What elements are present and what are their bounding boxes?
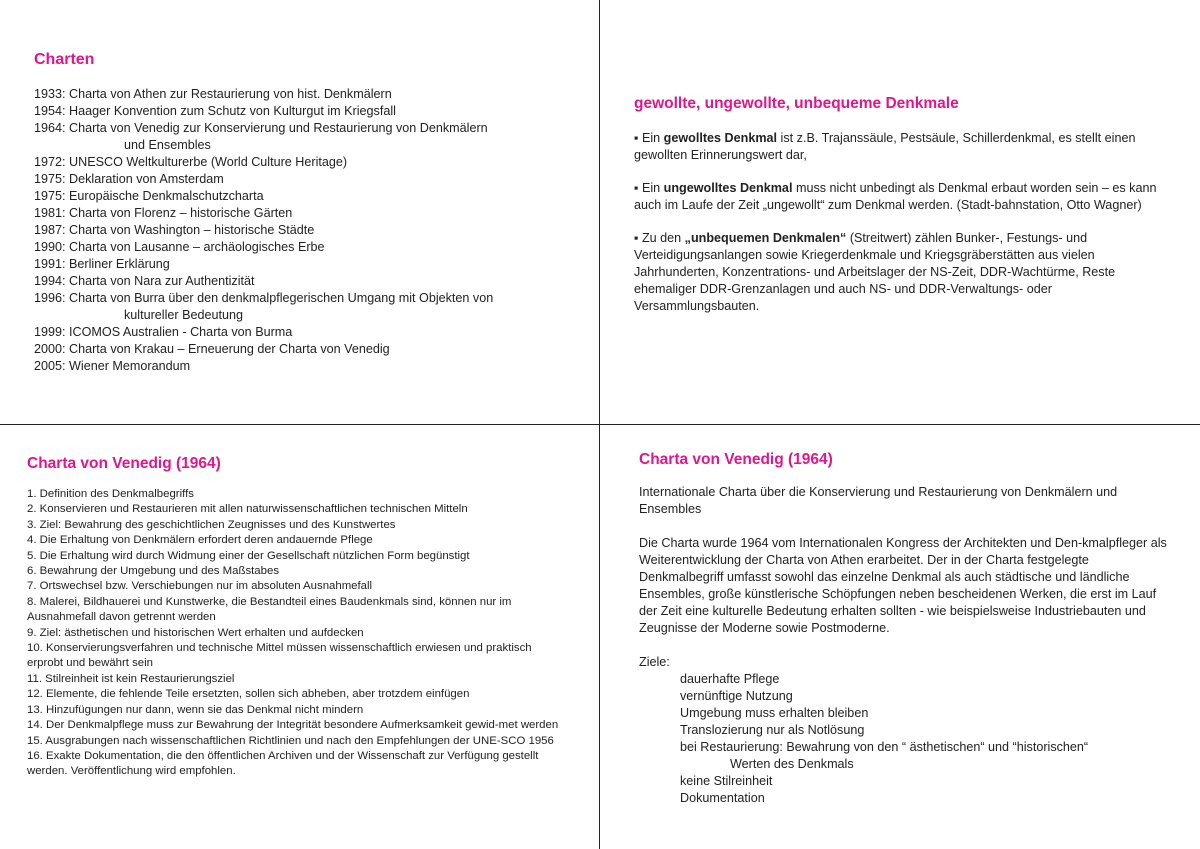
- paragraph-unwanted: [634, 180, 1164, 214]
- list-item-continuation: [639, 756, 1169, 773]
- paragraph-uncomfortable: [634, 230, 1164, 315]
- list-item: 2005: Wiener Memorandum: [34, 359, 191, 373]
- paragraph-text: muss nicht unbedingt als Denkmal erbaut worden sein – es kann auch im Laufe der Zeit „ungewollt“ zum Denkmal werden. (Stadt-bahnstation, Otto Wagner): [634, 181, 1157, 212]
- bold-term: gewolltes Denkmal: [663, 131, 778, 145]
- bullet-text: ▪ Ein: [634, 181, 664, 195]
- monument-types-panel: [634, 94, 1164, 331]
- list-item: Translozierung nur als Notlösung: [680, 723, 865, 737]
- list-item-continuation: [34, 137, 594, 154]
- list-item: 1981: Charta von Florenz – historische Gärten: [34, 206, 293, 220]
- venice-charter-points-title: Charta von Venedig (1964): [27, 455, 221, 472]
- list-item: Dokumentation: [680, 791, 765, 805]
- list-item: 1999: ICOMOS Australien - Charta von Burma: [34, 325, 293, 339]
- list-item: 1975: Deklaration von Amsterdam: [34, 172, 224, 186]
- venice-charter-points-panel: [27, 454, 567, 780]
- bold-term: „unbequemen Denkmalen“: [684, 231, 847, 245]
- list-item-text: Werten des Denkmals: [730, 757, 854, 771]
- list-item-text: und Ensembles: [124, 138, 211, 152]
- list-item: 1954: Haager Konvention zum Schutz von Kulturgut im Kriegsfall: [34, 104, 396, 118]
- charters-list: [34, 86, 594, 375]
- monument-types-title: gewollte, ungewollte, unbequeme Denkmale: [634, 95, 959, 112]
- venice-charter-summary-panel: [639, 450, 1169, 807]
- list-item: 1991: Berliner Erklärung: [34, 257, 170, 271]
- bullet-text: ▪ Zu den: [634, 231, 685, 245]
- list-item: 14. Der Denkmalpflege muss zur Bewahrung der Integrität besondere Aufmerksamkeit gewid-met werden: [27, 719, 559, 732]
- list-item: 1933: Charta von Athen zur Restaurierung von hist. Denkmälern: [34, 87, 392, 101]
- goals-list: [639, 671, 1169, 807]
- charters-title: Charten: [34, 51, 95, 68]
- charters-panel: [34, 50, 594, 375]
- list-item: vernünftige Nutzung: [680, 689, 793, 703]
- list-item: 1987: Charta von Washington – historische Städte: [34, 223, 315, 237]
- list-item: 1994: Charta von Nara zur Authentizität: [34, 274, 255, 288]
- list-item: 1964: Charta von Venedig zur Konservierung und Restaurierung von Denkmälern: [34, 121, 488, 135]
- list-item-text: kultureller Bedeutung: [124, 308, 244, 322]
- list-item: 11. Stilreinheit ist kein Restaurierungsziel: [27, 672, 235, 685]
- list-item: 2000: Charta von Krakau – Erneuerung der Charta von Venedig: [34, 342, 390, 356]
- list-item: 1975: Europäische Denkmalschutzcharta: [34, 189, 264, 203]
- list-item: 10. Konservierungsverfahren und technische Mittel müssen wissenschaftlich erwiesen und praktisch erprobt und bewährt sein: [27, 642, 532, 670]
- list-item: 9. Ziel: ästhetischen und historischen Wert erhalten und aufdecken: [27, 626, 364, 639]
- list-item: 8. Malerei, Bildhauerei und Kunstwerke, die Bestandteil eines Baudenkmals sind, können nur im Ausnahmefall davon getrennt werden: [27, 595, 512, 624]
- bold-term: ungewolltes Denkmal: [663, 181, 793, 195]
- list-item: 1996: Charta von Burra über den denkmalpflegerischen Umgang mit Objekten von: [34, 291, 494, 305]
- paragraph-text: ist z.B. Trajanssäule, Pestsäule, Schillerdenkmal, es stellt einen gewollten Erinnerungswert dar,: [634, 131, 1136, 162]
- venice-charter-points-list: [27, 487, 567, 780]
- list-item: bei Restaurierung: Bewahrung von den “ ästhetischen“ und “historischen“: [680, 740, 1089, 754]
- list-item: 13. Hinzufügungen nur dann, wenn sie das Denkmal nicht mindern: [27, 703, 364, 716]
- list-item: 1972: UNESCO Weltkulturerbe (World Culture Heritage): [34, 155, 348, 169]
- list-item: 7. Ortswechsel bzw. Verschiebungen nur im absoluten Ausnahmefall: [27, 580, 373, 593]
- bullet-text: ▪ Ein: [634, 131, 664, 145]
- list-item: 3. Ziel: Bewahrung des geschichtlichen Zeugnisses und des Kunstwertes: [27, 518, 396, 531]
- horizontal-divider: [0, 424, 1200, 425]
- paragraph-text: (Streitwert) zählen Bunker-, Festungs- und Verteidigungsanlangen sowie Kriegerdenkmale und Kriegsgräberstätten aus vielen Jahrhunderten, Konzentrations- und Arbeitslager der NS-Zeit, DDR-Wachtürme, Reste ehemaliger DDR-Grenzanlagen und auch NS- und DDR-Verwaltungs- oder Versammlungsbauten.: [634, 231, 1116, 313]
- paragraph-description: Die Charta wurde 1964 vom Internationalen Kongress der Architekten und Den-kmalpfleger als Weiterentwicklung der Charta von Athen erarbeitet. Der in der Charta festgelegte Denkmalbegriff umfasst sowohl das einzelne Denkmal als auch städtische und ländliche Ensembles, große künstlerische Schöpfungen neben bescheidenen Werken, die erst im Lauf der Zeit eine kulturelle Bedeutung erhalten sollten - wie beispielsweise Industriebauten und Zeugnisse der Moderne sowie Postmoderne.: [639, 536, 1167, 635]
- venice-charter-summary-title: Charta von Venedig (1964): [639, 451, 833, 468]
- list-item: 2. Konservieren und Restaurieren mit allen naturwissenschaftlichen technischen Mitteln: [27, 503, 468, 516]
- list-item: 16. Exakte Dokumentation, die den öffentlichen Archiven und der Wissenschaft zur Verfügung gestellt werden. Veröffentlichung wird empfohlen.: [27, 749, 539, 778]
- paragraph-intro: Internationale Charta über die Konservierung und Restaurierung von Denkmälern und Ensembles: [639, 485, 1118, 516]
- paragraph-wanted: [634, 130, 1164, 164]
- list-item: 4. Die Erhaltung von Denkmälern erfordert deren andauernde Pflege: [27, 534, 373, 547]
- list-item: 5. Die Erhaltung wird durch Widmung einer der Gesellschaft nützlichen Form begünstigt: [27, 549, 470, 562]
- list-item: 6. Bewahrung der Umgebung und des Maßstabes: [27, 565, 280, 578]
- list-item: 12. Elemente, die fehlende Teile ersetzten, sollen sich abheben, aber trotzdem einfügen: [27, 688, 470, 701]
- list-item: dauerhafte Pflege: [680, 672, 780, 686]
- list-item: 15. Ausgrabungen nach wissenschaftlichen Richtlinien und nach den Empfehlungen der UNE-SCO 1956: [27, 734, 554, 747]
- list-item-continuation: [34, 307, 594, 324]
- list-item: Umgebung muss erhalten bleiben: [680, 706, 869, 720]
- list-item: 1. Definition des Denkmalbegriffs: [27, 488, 194, 500]
- goals-label: Ziele:: [639, 655, 670, 669]
- list-item: 1990: Charta von Lausanne – archäologisches Erbe: [34, 240, 325, 254]
- list-item: keine Stilreinheit: [680, 774, 773, 788]
